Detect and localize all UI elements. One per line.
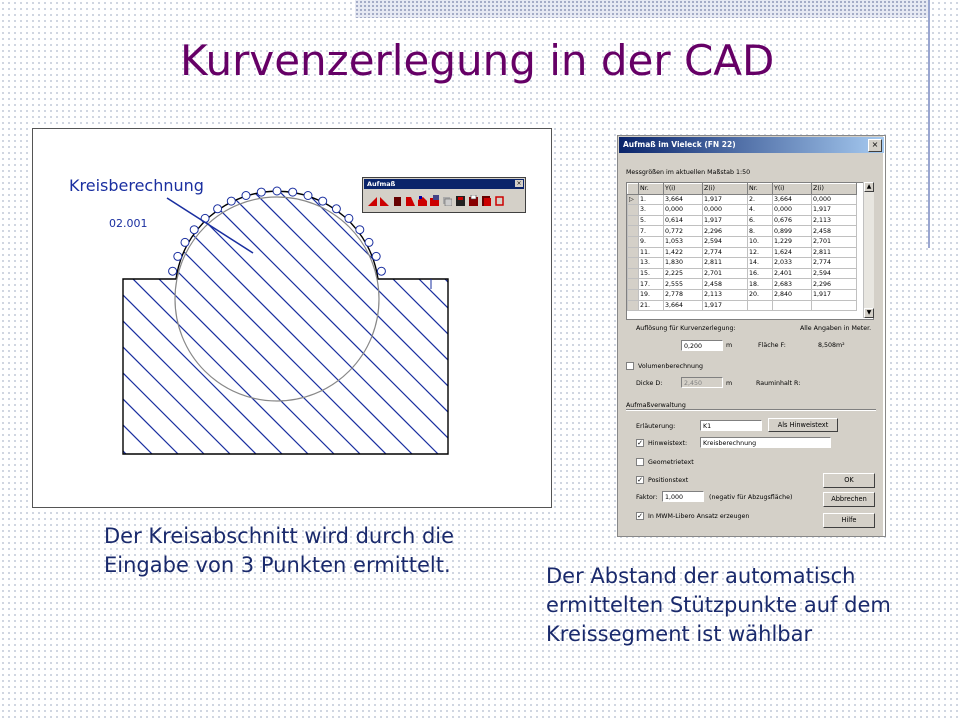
trapezoid-tool-icon[interactable] [406,195,415,206]
table-cell[interactable]: 15. [639,268,664,279]
row-selector[interactable] [628,215,639,226]
verwaltung-label: Aufmaßverwaltung [626,402,686,409]
table-row[interactable] [628,236,857,247]
table-cell[interactable]: 1,917 [703,194,748,205]
toolbar-close-button[interactable]: × [516,180,522,187]
table-cell[interactable]: 2,113 [812,215,857,226]
support-point [345,214,353,222]
table-cell[interactable]: 0,676 [773,215,812,226]
table-cell[interactable]: 13. [639,258,664,269]
table-cell[interactable]: 0,772 [664,226,703,237]
table-row[interactable] [628,215,857,226]
support-point [190,226,198,234]
aufloesung-unit: m [726,342,733,349]
table-cell[interactable]: 19. [639,289,664,300]
column-header: Y(i) [773,184,812,195]
support-point [181,238,189,246]
decorative-top-band [355,0,930,18]
column-header: Z(i) [812,184,857,195]
table-cell[interactable]: 2,225 [664,268,703,279]
table-cell[interactable]: 2,701 [703,268,748,279]
table-cell[interactable] [773,300,812,311]
coordinates-table[interactable] [626,182,874,320]
row-selector[interactable] [628,247,639,258]
table-row[interactable] [628,300,857,311]
table-cell[interactable]: 2,701 [812,236,857,247]
table-row[interactable] [628,226,857,237]
row-selector[interactable] [628,268,639,279]
table-cell[interactable]: 20. [748,289,773,300]
table-cell[interactable]: 9. [639,236,664,247]
table-row[interactable] [628,194,857,205]
dialog-subtitle: Messgrößen im aktuellen Maßstab 1:50 [626,169,751,176]
export-tool-icon[interactable] [482,195,491,206]
row-selector[interactable] [628,236,639,247]
alle-angaben-note: Alle Angaben in Meter. [800,325,872,332]
support-point [169,267,177,275]
table-cell[interactable]: 2,774 [812,258,857,269]
table-cell[interactable]: 2,840 [773,289,812,300]
table-row[interactable] [628,268,857,279]
table-cell[interactable]: 1. [639,194,664,205]
geometrietext-label: Geometrietext [648,459,694,466]
table-cell[interactable]: 7. [639,226,664,237]
table-cell[interactable]: 17. [639,279,664,290]
table-cell[interactable]: 18. [748,279,773,290]
label-leader-line [167,198,253,253]
table-cell[interactable]: 2,458 [812,226,857,237]
copy-tool-icon[interactable] [443,195,452,206]
scroll-up-icon[interactable]: ▲ [864,182,874,192]
hinweistext-checkbox[interactable]: ✓ [637,439,643,447]
table-cell[interactable]: 21. [639,300,664,311]
frame-tool-icon[interactable] [495,195,504,206]
table-row[interactable] [628,289,857,300]
arc-tool-icon[interactable] [430,195,439,206]
table-cell[interactable]: 2,113 [703,289,748,300]
table-scrollbar[interactable] [863,182,874,318]
support-point [372,252,380,260]
table-cell[interactable]: 2,458 [703,279,748,290]
aufmass-toolbar[interactable] [362,177,526,213]
faktor-input[interactable]: 1,000 [662,491,704,502]
cad-label-code: 02.001 [109,217,148,230]
aufloesung-label: Auflösung für Kurvenzerlegung: [636,325,736,332]
support-point [356,226,364,234]
table-cell[interactable]: 1,422 [664,247,703,258]
cad-label-text: Kreisberechnung [69,176,204,195]
column-header: Nr. [748,184,773,195]
table-cell[interactable]: 5. [639,215,664,226]
table-cell[interactable]: 0,000 [812,194,857,205]
dialog-close-button[interactable]: × [868,139,882,152]
table-cell[interactable]: 1,053 [664,236,703,247]
erlaeuterung-input[interactable]: K1 [700,420,762,431]
row-selector[interactable] [628,279,639,290]
table-cell[interactable]: 2,401 [773,268,812,279]
table-cell[interactable]: 12. [748,247,773,258]
scroll-down-icon[interactable]: ▼ [864,308,874,318]
table-cell[interactable]: 1,830 [664,258,703,269]
dicke-label: Dicke D: [636,380,663,387]
positionstext-checkbox[interactable]: ✓ [637,476,643,484]
dicke-unit: m [726,380,733,387]
volumen-checkbox[interactable] [626,362,634,370]
row-pointer-icon[interactable]: ▷ [628,194,639,205]
mwm-label: In MWM-Libero Ansatz erzeugen [648,513,750,520]
table-cell[interactable]: 3,664 [664,300,703,311]
hinweistext-input[interactable]: Kreisberechnung [700,437,831,448]
table-cell[interactable]: 1,917 [812,205,857,216]
table-cell[interactable]: 2,683 [773,279,812,290]
triangle-tool-icon[interactable] [368,195,377,206]
table-cell[interactable]: 4. [748,205,773,216]
row-selector[interactable] [628,226,639,237]
table-cell[interactable]: 2,555 [664,279,703,290]
caption-left: Der Kreisabschnitt wird durch die Eingabe von 3 Punkten ermittelt. [104,524,455,577]
support-point [227,197,235,205]
table-cell[interactable]: 2,296 [812,279,857,290]
table-cell[interactable]: 11. [639,247,664,258]
faktor-hint: (negativ für Abzugsfläche) [709,494,793,501]
table-cell[interactable]: 3,664 [773,194,812,205]
abbrechen-button[interactable]: Abbrechen [823,492,875,507]
row-selector[interactable] [628,289,639,300]
table-cell[interactable]: 2,811 [703,258,748,269]
caption-right: Der Abstand der automatisch ermittelten Stützpunkte auf dem Kreissegment ist wählbar [546,564,891,646]
table-cell[interactable]: 2,296 [703,226,748,237]
support-point [332,205,340,213]
support-point [289,188,297,196]
slide-title: Kurvenzerlegung in der CAD [180,36,775,85]
table-cell[interactable]: 1,917 [812,289,857,300]
table-cell[interactable]: 2,033 [773,258,812,269]
group-divider [626,409,876,410]
table-cell[interactable]: 2,594 [812,268,857,279]
table-cell[interactable]: 16. [748,268,773,279]
dialog-title: Aufmaß im Vieleck (FN 22) [619,137,884,153]
toolbar-title: Aufmaß [364,179,524,189]
table-cell[interactable]: 6. [748,215,773,226]
hatch-pattern [33,169,551,469]
table-cell[interactable] [812,300,857,311]
support-point [242,192,250,200]
support-point [377,267,385,275]
table-cell[interactable]: 2,774 [703,247,748,258]
aufloesung-input[interactable]: 0,200 [681,340,723,351]
rauminhalt-label: Rauminhalt R: [756,380,801,387]
table-cell[interactable]: 10. [748,236,773,247]
table-cell[interactable] [748,300,773,311]
table-row[interactable] [628,205,857,216]
rectangle-tool-icon[interactable] [393,195,402,206]
table-row[interactable] [628,247,857,258]
mwm-checkbox[interactable]: ✓ [637,512,643,520]
ok-button[interactable]: OK [823,473,875,488]
table-row[interactable] [628,258,857,269]
erlaeuterung-label: Erläuterung: [636,423,676,430]
table-cell[interactable]: 0,614 [664,215,703,226]
table-cell[interactable]: 0,000 [703,205,748,216]
table-row[interactable] [628,279,857,290]
positionstext-label: Positionstext [648,477,689,484]
column-header: Y(i) [664,184,703,195]
table-cell[interactable]: 0,000 [664,205,703,216]
flaeche-value: 8,508m² [818,342,845,349]
table-cell[interactable]: 0,000 [773,205,812,216]
hinweistext-label: Hinweistext: [648,440,688,447]
support-point [273,187,281,195]
table-cell[interactable]: 2. [748,194,773,205]
support-point [257,188,265,196]
save-tool-icon[interactable] [456,195,465,206]
table-cell[interactable]: 1,917 [703,215,748,226]
support-point [304,192,312,200]
row-selector[interactable] [628,300,639,311]
row-selector[interactable] [628,258,639,269]
table-cell[interactable]: 2,778 [664,289,703,300]
column-header: Nr. [639,184,664,195]
decorative-right-line [928,0,930,248]
dicke-input[interactable]: 2,450 [681,377,723,388]
table-cell[interactable]: 0,899 [773,226,812,237]
flaeche-label: Fläche F: [758,342,786,349]
faktor-label: Faktor: [636,494,658,501]
triangle-right-tool-icon[interactable] [380,195,389,206]
table-cell[interactable]: 8. [748,226,773,237]
table-cell[interactable]: 2,811 [812,247,857,258]
table-cell[interactable]: 1,917 [703,300,748,311]
print-tool-icon[interactable] [469,195,478,206]
table-cell[interactable]: 3,664 [664,194,703,205]
support-point [214,205,222,213]
volumen-label: Volumenberechnung [638,363,704,370]
als-hinweistext-button[interactable]: Als Hinweistext [768,418,838,432]
support-point [174,252,182,260]
table-cell[interactable]: 14. [748,258,773,269]
table-cell[interactable]: 1,229 [773,236,812,247]
support-point [319,197,327,205]
support-point [365,238,373,246]
hilfe-button[interactable]: Hilfe [823,513,875,528]
table-cell[interactable]: 3. [639,205,664,216]
geometrietext-checkbox[interactable] [636,458,644,466]
table-cell[interactable]: 2,594 [703,236,748,247]
row-selector[interactable] [628,205,639,216]
aufmass-dialog [617,135,886,537]
column-header: Z(i) [703,184,748,195]
polygon-tool-icon[interactable] [418,195,427,206]
table-cell[interactable]: 1,624 [773,247,812,258]
